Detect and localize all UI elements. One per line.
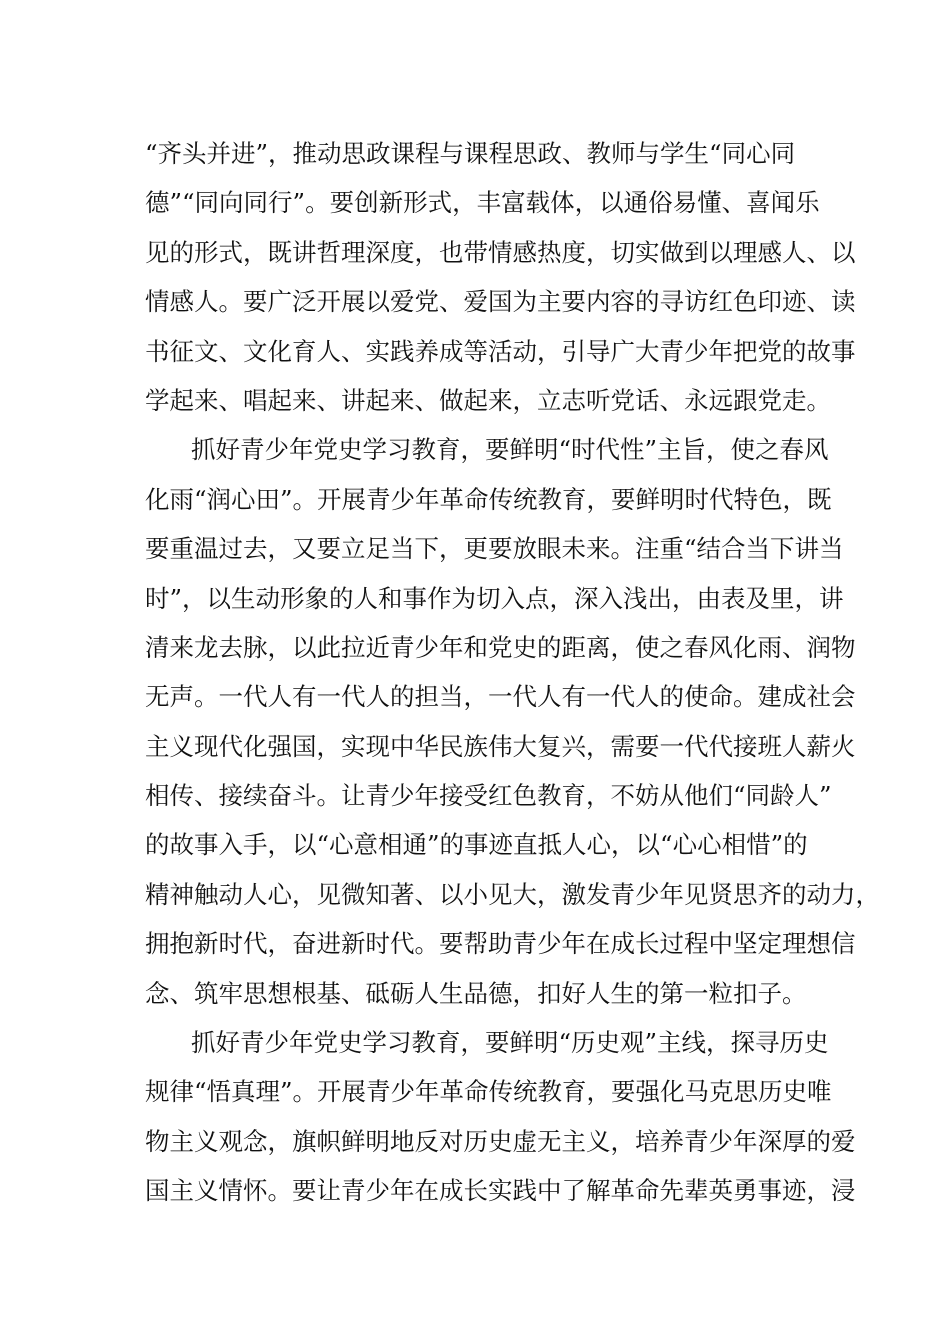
paragraph-first-line: 抓好青少年党史学习教育，要鲜明“时代性”主旨，使之春风 bbox=[191, 435, 829, 465]
body-text bbox=[145, 134, 880, 1221]
text-line: 国主义情怀。要让青少年在成长实践中了解革命先辈英勇事迹，浸 bbox=[145, 1176, 856, 1206]
text-line: 书征文、文化育人、实践养成等活动，引导广大青少年把党的故事 bbox=[145, 336, 856, 366]
text-line: 要重温过去，又要立足当下，更要放眼未来。注重“结合当下讲当 bbox=[145, 534, 844, 564]
text-line: 情感人。要广泛开展以爱党、爱国为主要内容的寻访红色印迹、读 bbox=[145, 287, 856, 317]
text-line: 德”“同向同行”。要创新形式，丰富载体，以通俗易懂、喜闻乐 bbox=[145, 188, 820, 218]
text-line: 学起来、唱起来、讲起来、做起来，立志听党话、永远跟党走。 bbox=[145, 385, 831, 415]
text-line: “齐头并进”，推动思政课程与课程思政、教师与学生“同心同 bbox=[145, 139, 796, 168]
text-line: 物主义观念，旗帜鲜明地反对历史虚无主义，培养青少年深厚的爱 bbox=[145, 1126, 856, 1156]
text-line: 清来龙去脉，以此拉近青少年和党史的距离，使之春风化雨、润物 bbox=[145, 632, 856, 662]
text-line: 见的形式，既讲哲理深度，也带情感热度，切实做到以理感人、以 bbox=[145, 237, 856, 267]
text-line: 化雨“润心田”。开展青少年革命传统教育，要鲜明时代特色，既 bbox=[145, 484, 832, 514]
paragraph-first-line: 抓好青少年党史学习教育，要鲜明“历史观”主线，探寻历史 bbox=[191, 1028, 829, 1058]
text-line: 规律“悟真理”。开展青少年革命传统教育，要强化马克思历史唯 bbox=[145, 1077, 832, 1107]
text-line: 的故事入手，以“心意相通”的事迹直抵人心，以“心心相惜”的 bbox=[145, 830, 808, 860]
text-line: 拥抱新时代，奋进新时代。要帮助青少年在成长过程中坚定理想信 bbox=[145, 929, 856, 959]
text-line: 相传、接续奋斗。让青少年接受红色教育，不妨从他们“同龄人” bbox=[145, 781, 832, 811]
text-line: 念、筑牢思想根基、砥砺人生品德，扣好人生的第一粒扣子。 bbox=[145, 978, 807, 1008]
text-line: 主义现代化强国，实现中华民族伟大复兴，需要一代代接班人薪火 bbox=[145, 731, 856, 761]
text-line: 精神触动人心，见微知著、以小见大，激发青少年见贤思齐的动力， bbox=[145, 879, 880, 909]
text-line: 时”，以生动形象的人和事作为切入点，深入浅出，由表及里，讲 bbox=[145, 583, 844, 613]
text-line: 无声。一代人有一代人的担当，一代人有一代人的使命。建成社会 bbox=[145, 682, 856, 712]
